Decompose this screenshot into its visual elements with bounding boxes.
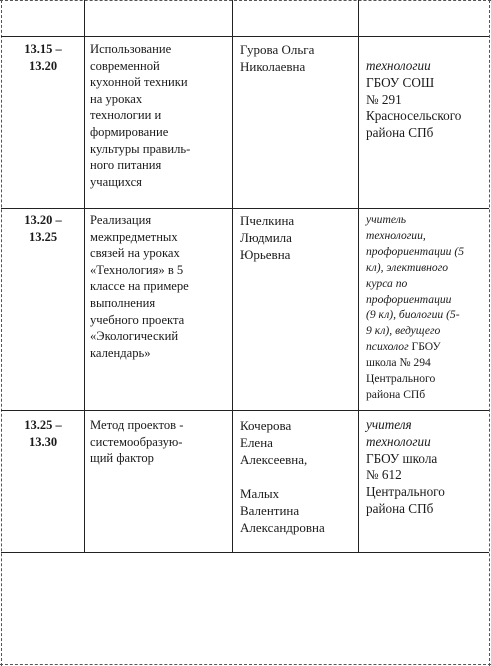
column-divider-1 xyxy=(84,0,85,552)
organization-line: Центрального xyxy=(366,372,436,386)
speaker-line: Алексеевна, xyxy=(240,452,308,467)
topic-line: Метод проектов - xyxy=(90,418,184,432)
topic-line: Реализация xyxy=(90,213,152,227)
organization-line: Центрального xyxy=(366,484,445,500)
column-divider-2 xyxy=(232,0,233,552)
topic-line: ного питания xyxy=(90,158,162,173)
time-start: 13.25 – xyxy=(24,418,62,432)
time-cell xyxy=(2,212,84,245)
position-line: курса по xyxy=(366,276,408,290)
organization-cell xyxy=(366,417,486,518)
topic-cell xyxy=(90,212,230,361)
row-divider-header xyxy=(1,36,489,37)
position-line: психолог xyxy=(366,340,409,354)
organization-line: № 612 xyxy=(366,467,402,483)
topic-cell xyxy=(90,417,230,467)
time-cell xyxy=(2,417,84,450)
position-line: технологии xyxy=(366,58,431,73)
speaker-spacer xyxy=(240,468,356,485)
organization-cell xyxy=(366,212,488,403)
topic-line: системообразую- xyxy=(90,434,183,449)
speaker-line: Валентина xyxy=(240,503,300,518)
organization-line: ГБОУ школа xyxy=(366,450,438,466)
position-line: (9 кл), биологии (5- xyxy=(366,308,460,322)
speaker-line: Елена xyxy=(240,435,273,450)
organization-line: района СПб xyxy=(366,500,434,516)
position-line: технологии xyxy=(366,433,431,449)
time-start: 13.15 – xyxy=(24,42,62,56)
right-dashed-border xyxy=(489,0,490,666)
position-line: учитель xyxy=(366,213,407,226)
speaker-cell xyxy=(240,41,356,75)
speaker-line: Малых xyxy=(240,486,280,501)
speaker-line: Людмила xyxy=(240,230,292,245)
row-divider-3 xyxy=(1,552,489,553)
bottom-dashed-border xyxy=(0,664,491,665)
column-divider-3 xyxy=(358,0,359,552)
organization-line xyxy=(366,339,488,355)
topic-line: формирование xyxy=(90,124,169,139)
time-end: 13.20 xyxy=(28,58,58,73)
speaker-line: Гурова Ольга xyxy=(240,42,315,57)
organization-line: района СПб xyxy=(366,387,426,401)
topic-line: учебного проекта xyxy=(90,312,185,327)
row-divider-1 xyxy=(1,208,489,209)
topic-line: щий фактор xyxy=(90,451,154,466)
organization-line: № 291 xyxy=(366,91,402,107)
topic-line: связей на уроках xyxy=(90,246,180,261)
speaker-line: Александровна xyxy=(240,520,325,535)
time-end: 13.30 xyxy=(28,434,58,449)
speaker-cell xyxy=(240,212,356,263)
position-line: профориентации xyxy=(366,292,452,306)
topic-line: Использование xyxy=(90,42,172,56)
position-line: кл), элективного xyxy=(366,260,449,274)
topic-line: классе на примере xyxy=(90,279,189,294)
topic-line: технологии и xyxy=(90,108,162,123)
topic-line: современной xyxy=(90,58,160,73)
topic-line: учащихся xyxy=(90,174,142,189)
organization-line: района СПб xyxy=(366,125,434,141)
speaker-line: Кочерова xyxy=(240,418,292,433)
topic-line: межпредметных xyxy=(90,229,178,244)
top-dashed-border xyxy=(0,0,491,1)
position-line: профориентации (5 xyxy=(366,244,465,258)
time-start: 13.20 – xyxy=(24,213,62,227)
organization-line: школа № 294 xyxy=(366,356,431,370)
topic-line: на уроках xyxy=(90,91,143,106)
position-line: учителя xyxy=(366,417,412,432)
topic-line: кухонной техники xyxy=(90,75,188,90)
topic-line: «Экологический xyxy=(90,329,179,344)
topic-line: культуры правиль- xyxy=(90,141,191,156)
time-cell xyxy=(2,41,84,74)
topic-cell xyxy=(90,41,230,190)
left-dashed-border xyxy=(1,0,2,666)
topic-line: календарь» xyxy=(90,345,151,360)
position-line: 9 кл), ведущего xyxy=(366,324,441,338)
speaker-line: Юрьевна xyxy=(240,247,291,262)
speaker-line: Николаевна xyxy=(240,59,306,74)
speaker-cell xyxy=(240,417,356,536)
topic-line: «Технология» в 5 xyxy=(90,262,184,277)
position-line: технологии, xyxy=(366,228,426,242)
organization-cell xyxy=(366,58,486,142)
time-end: 13.25 xyxy=(28,229,58,244)
speaker-line: Пчелкина xyxy=(240,213,295,228)
row-divider-2 xyxy=(1,410,489,411)
organization-line: Красносельского xyxy=(366,108,462,124)
organization-line: ГБОУ СОШ xyxy=(366,74,435,90)
topic-line: выполнения xyxy=(90,295,156,310)
organization-line: ГБОУ xyxy=(411,340,441,354)
